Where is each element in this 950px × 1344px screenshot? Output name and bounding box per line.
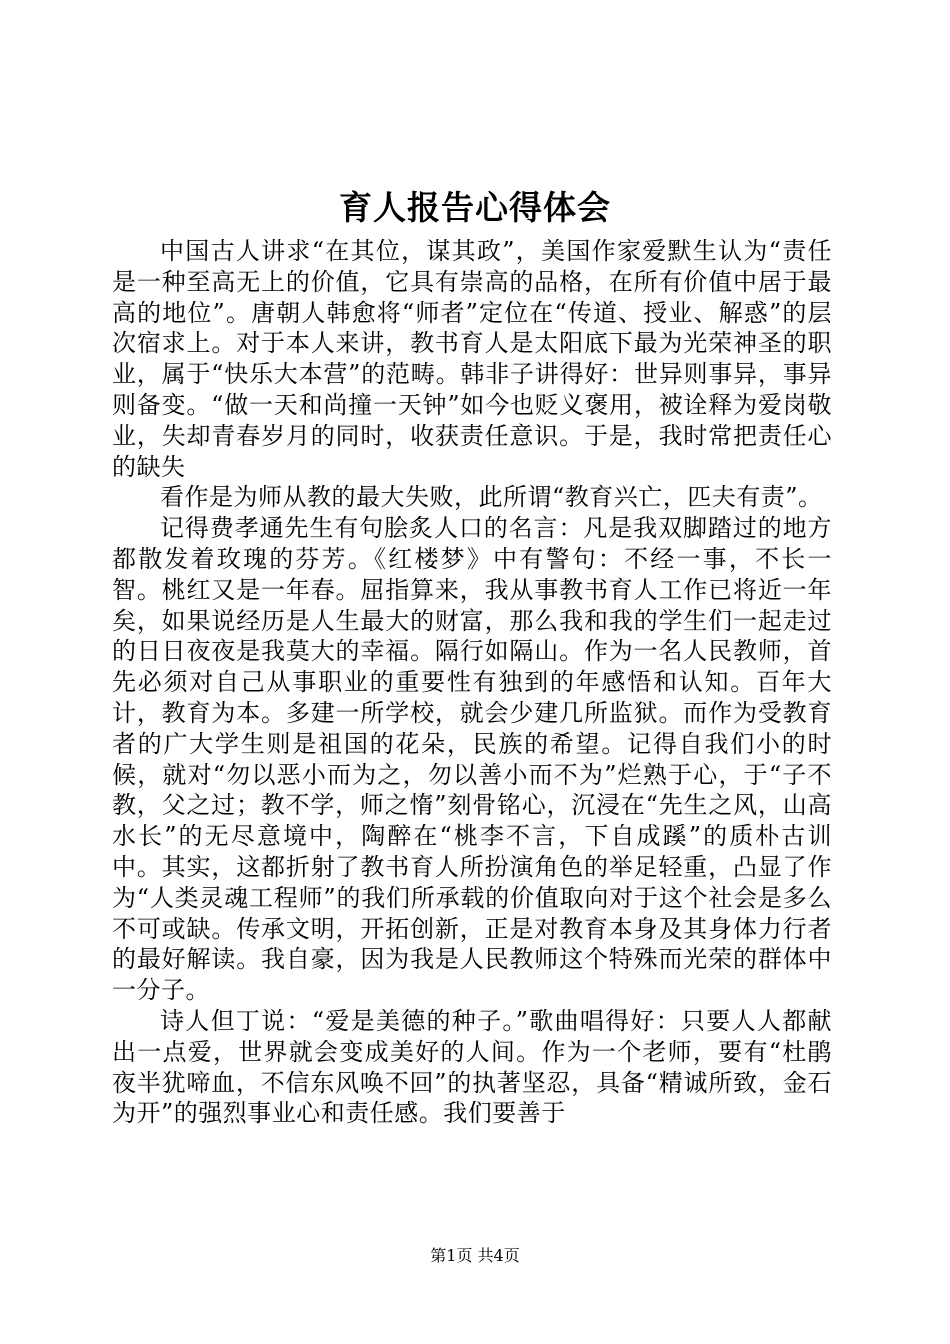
paragraph-4: 诗人但丁说：“爱是美德的种子。”歌曲唱得好：只要人人都献出一点爱，世界就会变成美好的人间。作为一个老师，要有“杜鹃夜半犹啼血，不信东风唤不回”的执著坚忍，具备“精诚所致，金石为开”的强烈事业心和责任感。我们要善于: [112, 1006, 832, 1128]
paragraph-1: 中国古人讲求“在其位，谋其政”，美国作家爱默生认为“责任是一种至高无上的价值，它具有崇高的品格，在所有价值中居于最高的地位”。唐朝人韩愈将“师者”定位在“传道、授业、解惑”的层次宿求上。对于本人来讲，教书育人是太阳底下最为光荣神圣的职业，属于“快乐大本营”的范畴。韩非子讲得好：世异则事异，事异则备变。“做一天和尚撞一天钟”如今也贬义褒用，被诠释为爱岗敬业，失却青春岁月的同时，收获责任意识。于是，我时常把责任心的缺失: [112, 237, 832, 481]
paragraph-3: 记得费孝通先生有句脍炙人口的名言：凡是我双脚踏过的地方都散发着玫瑰的芬芳。《红楼梦》中有警句：不经一事，不长一智。桃红又是一年春。屈指算来，我从事教书育人工作已将近一年矣，如果说经历是人生最大的财富，那么我和我的学生们一起走过的日日夜夜是我莫大的幸福。隔行如隔山。作为一名人民教师，首先必须对自己从事职业的重要性有独到的年感悟和认知。百年大计，教育为本。多建一所学校，就会少建几所监狱。而作为受教育者的广大学生则是祖国的花朵，民族的希望。记得自我们小的时候，就对“勿以恶小而为之，勿以善小而不为”烂熟于心，于“子不教，父之过；教不学，师之惰”刻骨铭心，沉浸在“先生之风，山高水长”的无尽意境中，陶醉在“桃李不言，下自成蹊”的质朴古训中。其实，这都折射了教书育人所扮演角色的举足轻重，凸显了作为“人类灵魂工程师”的我们所承载的价值取向对于这个社会是多么不可或缺。传承文明，开拓创新，正是对教育本身及其身体力行者的最好解读。我自豪，因为我是人民教师这个特殊而光荣的群体中一分子。: [112, 514, 832, 1005]
page-number-footer: 第1页 共4页: [430, 1246, 520, 1265]
paragraph-2: 看作是为师从教的最大失败，此所谓“教育兴亡，匹夫有责”。: [160, 483, 823, 512]
document-body: [112, 236, 832, 1129]
document-title: 育人报告心得体会: [339, 188, 611, 227]
